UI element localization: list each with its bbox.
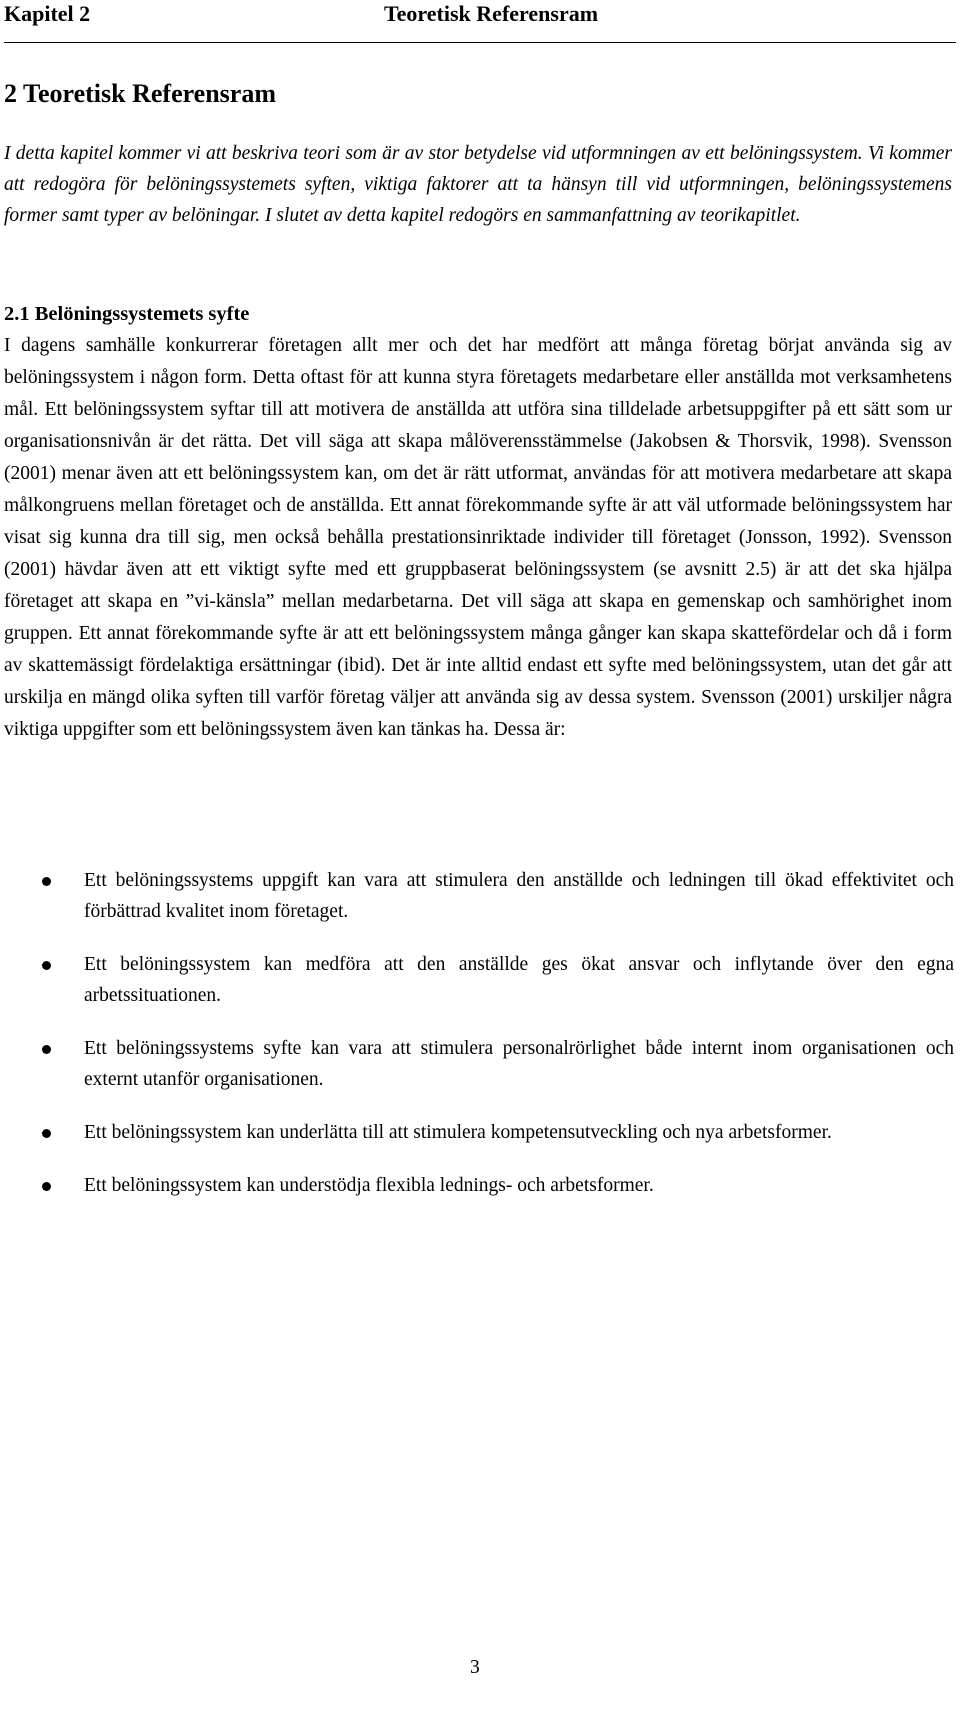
- running-header: [4, 0, 956, 43]
- bullet-item: [0, 1033, 960, 1095]
- chapter-intro: I detta kapitel kommer vi att beskriva teori som är av stor betydelse vid utformningen av ett belöningssystem. Vi kommer att redogöra för belöningssystemets syften, viktiga faktorer att ta hänsyn till vid utformningen, belöningssystemens former samt typer av belöningar. I slutet av detta kapitel redogörs en sammanfattning av teorikapitlet.: [4, 143, 952, 226]
- bullet-item: [0, 865, 960, 927]
- bullet-text: Ett belöningssystem kan understödja flexibla lednings- och arbetsformer.: [84, 1175, 654, 1196]
- bullet-text: Ett belöningssystems syfte kan vara att stimulera personalrörlighet både internt inom organisationen och externt utanför organisationen.: [84, 1038, 954, 1090]
- chapter-heading: 2 Teoretisk Referensram: [4, 79, 276, 108]
- bullet-text: Ett belöningssystem kan medföra att den anställde ges ökat ansvar och inflytande över den egna arbetssituationen.: [84, 954, 954, 1006]
- bullet-item: [0, 1117, 960, 1148]
- page-number: 3: [470, 1657, 480, 1678]
- bullet-icon: [42, 961, 51, 970]
- bullet-text: Ett belöningssystem kan underlätta till att stimulera kompetensutveckling och nya arbetsformer.: [84, 1122, 832, 1143]
- bullet-item: [0, 1170, 960, 1201]
- bullet-item: [0, 949, 960, 1011]
- bullet-icon: [42, 1045, 51, 1054]
- header-chapter: Kapitel 2: [4, 1, 91, 26]
- section-body: I dagens samhälle konkurrerar företagen allt mer och det har medfört att många företag börjat använda sig av belöningssystem i någon form. Detta oftast för att kunna styra företagets medarbetare eller anställda mot verksamhetens mål. Ett belöningssystem syftar till att motivera de anställda att utföra sina tilldelade arbetsuppgifter på ett sätt som ur organisationsnivån är det rätta. Det vill säga att skapa målöverensstämmelse (Jakobsen & Thorsvik, 1998). Svensson (2001) menar även att ett belöningssystem kan, om det är rätt utformat, användas för att motivera medarbetare att skapa målkongruens mellan företaget och de anställda. Ett annat förekommande syfte är att väl utformade belöningssystem har visat sig kunna dra till sig, men också behålla prestationsinriktade individer till företaget (Jonsson, 1992). Svensson (2001) hävdar även att ett viktigt syfte med ett gruppbaserat belöningssystem (se avsnitt 2.5) är att det ska hjälpa företaget att skapa en ”vi-känsla” mellan medarbetarna. Det vill säga att skapa en gemenskap och samhörighet inom gruppen. Ett annat förekommande syfte är att ett belöningssystem många gånger kan skapa skattefördelar och då i form av skattemässigt fördelaktiga ersättningar (ibid). Det är inte alltid endast ett syfte med belöningssystem, utan det går att urskilja en mängd olika syften till varför företag väljer att använda sig av dessa system. Svensson (2001) urskiljer några viktiga uppgifter som ett belöningssystem även kan tänkas ha. Dessa är:: [4, 335, 952, 740]
- header-title: Teoretisk Referensram: [384, 1, 599, 26]
- bullet-icon: [42, 877, 51, 886]
- bullet-list: [0, 865, 960, 1223]
- bullet-text: Ett belöningssystems uppgift kan vara att stimulera den anställde och ledningen till ökad effektivitet och förbättrad kvalitet inom företaget.: [84, 870, 954, 922]
- bullet-icon: [42, 1129, 51, 1138]
- section-heading: 2.1 Belöningssystemets syfte: [4, 303, 250, 325]
- bullet-icon: [42, 1182, 51, 1191]
